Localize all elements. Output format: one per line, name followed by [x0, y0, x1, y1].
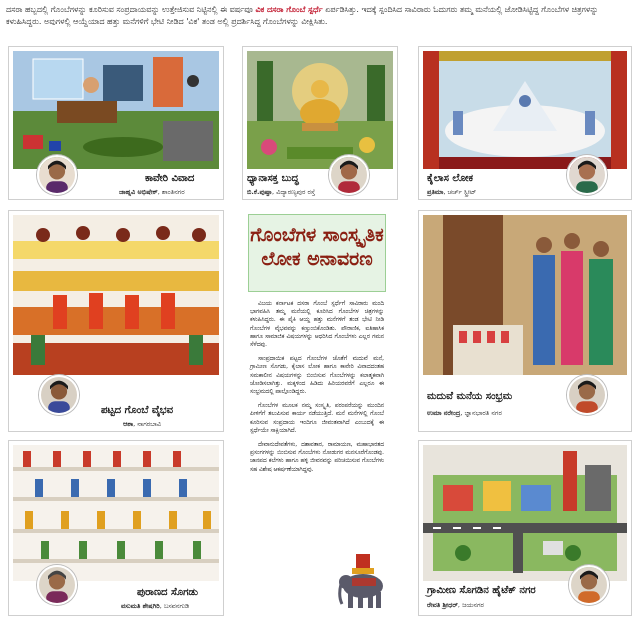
- photo-purana-dolls: [13, 445, 219, 581]
- intro-text-before: ದಸರಾ ಹಬ್ಬದಲ್ಲಿ ಗೊಂಬೆಗಳನ್ನು ಕೂರಿಸುವ ಸಂಪ್ರದಾಯವನ್ನು ಉತ್ತೇಜಿಸುವ ನಿಟ್ಟಿನಲ್ಲಿ ಈ ವರ್ಷವೂ: [6, 5, 253, 14]
- intro-text-after: ಏರ್ಪಡಿಸಿತ್ತು. ಇದಕ್ಕೆ ಸ್ಪಂದಿಸಿದ ಸಾವಿರಾರು ಓದುಗರು ತಮ್ಮ ಮನೆಯಲ್ಲಿ ಜೋಡಿಸಿಟ್ಟಿದ್ದ ಗೊಂಬೆಗಳ ಚಿತ್ರಗಳನ್ನು ಕಳುಹಿಸಿದ್ದರು. ಅವುಗಳಲ್ಲಿ ಆಯ್ದೆಯಾದ ಹತ್ತು ಮನೆಗಳಿಗೆ ಭೇಟಿ ನೀಡಿದ 'ವಿಕ' ತಂಡ ಅಲ್ಲಿ ಪ್ರದರ್ಶಿಸಿದ್ದ ಗೊಂಬೆಗಳನ್ನು ವೀಕ್ಷಿಸಿತು.: [6, 5, 599, 26]
- photo-buddha-garden: [247, 51, 393, 169]
- credit-name: ಆಶಾ: [123, 420, 134, 428]
- portrait-gramina-participant: [569, 565, 609, 605]
- article-body: [250, 300, 384, 480]
- caption-kaveri: ಕಾವೇರಿ ವಿವಾದ: [145, 173, 195, 184]
- credit-pattada: ಆಶಾ, ನಾಗರಬಾವಿ: [123, 420, 162, 428]
- card-purana: [8, 440, 224, 616]
- credit-name: ಪ್ರತಿಮಾ: [427, 188, 444, 196]
- article-paragraph: ಸಾಂಪ್ರದಾಯಿಕ ಪಟ್ಟದ ಗೊಂಬೆಗಳ ಜೊತೆಗೆ ಮದುವೆ ಮನೆ, ಗ್ರಾಮೀಣ ಸೊಗಡು, ಕೈಲಾಸ ಲೋಕ ಹಾಗೂ ಕಾವೇರಿ ವಿವಾದದಂತಹ ಸಮಕಾಲೀನ ವಿಷಯಗಳನ್ನು ಬಿಂಬಿಸುವ ಗೊಂಬೆಗಳನ್ನು ಕಲಾತ್ಮಕವಾಗಿ ಜೋಡಿಸಲಾಗಿತ್ತು. ಮಕ್ಕಳಿಂದ ಹಿಡಿದು ಹಿರಿಯರವರೆಗೆ ಎಲ್ಲರೂ ಈ ಸಂಭ್ರಮದಲ್ಲಿ ಪಾಲ್ಗೊಂಡಿದ್ದರು.: [250, 356, 384, 396]
- credit-name: ಬಿ.ಕೆ.ಪುಷ್ಪಾ: [247, 188, 272, 196]
- credit-kailasa: ಪ್ರತಿಮಾ, ಚರ್ಚ್ ಸ್ಟ್ರೀಟ್: [427, 188, 477, 196]
- credit-place: ವಿದ್ಯಾರಣ್ಯಪುರ ರಸ್ತೆ: [276, 188, 316, 196]
- credit-name: ವಸುಮತಿ ಶೇಷಗಿರಿ: [121, 602, 160, 610]
- photo-pattada-dolls: [13, 215, 219, 375]
- card-gramina: [418, 440, 632, 616]
- title-box: [248, 214, 386, 292]
- portrait-buddha-participant: [329, 155, 369, 195]
- credit-place: ಬಸವನಗುಡಿ: [163, 602, 190, 610]
- portrait-kaveri-participant: [37, 155, 77, 195]
- card-kailasa: [418, 46, 632, 200]
- credit-gramina: ರೇವತಿ ಶ್ರೀಧರ್, ಜಯನಗರ: [427, 601, 484, 609]
- photo-kailasa-display: [423, 51, 627, 169]
- portrait-kailasa-participant: [567, 155, 607, 195]
- card-kaveri: [8, 46, 224, 200]
- card-maduve: [418, 210, 632, 432]
- credit-place: ಚರ್ಚ್ ಸ್ಟ್ರೀಟ್: [447, 188, 477, 196]
- credit-name: ರೇವತಿ ಶ್ರೀಧರ್: [427, 601, 458, 609]
- credit-purana: ವಸುಮತಿ ಶೇಷಗಿರಿ, ಬಸವನಗುಡಿ: [121, 602, 190, 610]
- credit-name: ಜಾಹ್ನವಿ ಅಭಿಷೇಕ್: [119, 188, 158, 196]
- card-buddha: [242, 46, 398, 200]
- caption-buddha: ಧ್ಯಾನಾಸಕ್ತ ಬುದ್ಧ: [247, 173, 299, 184]
- intro-paragraph: [6, 4, 634, 52]
- portrait-purana-participant: [37, 565, 77, 605]
- credit-place: ಜ್ಞಾನಭಾರತಿ ನಗರ: [464, 409, 502, 417]
- elephant-illustration: [338, 552, 388, 610]
- credit-place: ಜಯನಗರ: [462, 601, 484, 609]
- card-pattada: [8, 210, 224, 432]
- credit-place: ಶಾಂತಿನಗರ: [161, 188, 185, 196]
- article-paragraph: ಗೊಂಬೆಗಳ ಮೂಲಕ ನಮ್ಮ ಸಂಸ್ಕೃತಿ, ಪರಂಪರೆಯನ್ನು ಮುಂದಿನ ಪೀಳಿಗೆಗೆ ತಲುಪಿಸುವ ಕಾರ್ಯ ನಡೆಯುತ್ತಿದೆ. ಮನೆ ಮನೆಗಳಲ್ಲಿ ಗೊಂಬೆ ಕೂರಿಸುವ ಸಂಪ್ರದಾಯ ಇಂದಿಗೂ ಜೀವಂತವಾಗಿದೆ ಎಂಬುದಕ್ಕೆ ಈ ಸ್ಪರ್ಧೆಯೇ ಸಾಕ್ಷಿಯಾಗಿದೆ.: [250, 403, 384, 434]
- article-paragraph: ವಿಜಯ ಕರ್ನಾಟಕ ದಸರಾ ಗೊಂಬೆ ಸ್ಪರ್ಧೆಗೆ ಸಾವಿರಾರು ಮಂದಿ ಭಾಗವಹಿಸಿ ತಮ್ಮ ಮನೆಯಲ್ಲಿ ಕೂರಿಸಿದ ಗೊಂಬೆಗಳ ಚಿತ್ರಗಳನ್ನು ಕಳುಹಿಸಿದ್ದರು. ಈ ಪೈಕಿ ಆಯ್ದ ಹತ್ತು ಮನೆಗಳಿಗೆ ತಂಡ ಭೇಟಿ ನೀಡಿ ಗೊಂಬೆಗಳ ವೈಭವವನ್ನು ಕಣ್ತುಂಬಿಕೊಂಡಿತು. ಪೌರಾಣಿಕ, ಐತಿಹಾಸಿಕ ಹಾಗೂ ಸಾಮಾಜಿಕ ವಿಷಯಗಳನ್ನು ಆಧರಿಸಿದ ಗೊಂಬೆಗಳು ಎಲ್ಲರ ಗಮನ ಸೆಳೆದವು.: [250, 301, 384, 349]
- portrait-maduve-participant: [567, 375, 607, 415]
- credit-place: ನಾಗರಬಾವಿ: [137, 420, 162, 428]
- center-article: [242, 208, 392, 616]
- caption-gramina: ಗ್ರಾಮೀಣ ಸೊಗಡಿನ ಹೈಟೆಕ್ ನಗರ: [427, 585, 536, 596]
- contest-name: ವಿಕ ದಸರಾ ಗೊಂಬೆ ಸ್ಪರ್ಧೆ: [255, 5, 323, 14]
- article-title: ಗೊಂಬೆಗಳ ಸಾಂಸ್ಕೃತಿಕ ಲೋಕ ಅನಾವರಣ: [250, 224, 384, 270]
- caption-pattada: ಪಟ್ಟದ ಗೊಂಬೆ ವೈಭವ: [101, 405, 174, 416]
- credit-buddha: ಬಿ.ಕೆ.ಪುಷ್ಪಾ, ವಿದ್ಯಾರಣ್ಯಪುರ ರಸ್ತೆ: [247, 188, 316, 196]
- caption-kailasa: ಕೈಲಾಸ ಲೋಕ: [427, 173, 474, 184]
- portrait-pattada-participant: [39, 375, 79, 415]
- photo-wedding-display: [423, 215, 627, 375]
- article-paragraph: ದೇವಾನುದೇವತೆಗಳು, ದಶಾವತಾರ, ರಾಮಾಯಣ, ಮಹಾಭಾರತದ ಪ್ರಸಂಗಗಳನ್ನು ಬಿಂಬಿಸುವ ಗೊಂಬೆಗಳು ನೋಡುಗರ ಮನಸೂರೆಗೊಂಡವು. ಜಾನಪದ ಕಲೆಗಳು ಹಾಗೂ ಹಳ್ಳಿ ಜೀವನವನ್ನು ಪರಿಚಯಿಸುವ ಗೊಂಬೆಗಳು ಸಹ ವಿಶೇಷ ಆಕರ್ಷಣೆಯಾಗಿದ್ದವು.: [250, 442, 384, 473]
- credit-name: ಉಮಾ ನರೇಂದ್ರ: [427, 409, 461, 417]
- photo-kaveri-diorama: [13, 51, 219, 169]
- credit-maduve: ಉಮಾ ನರೇಂದ್ರ, ಜ್ಞಾನಭಾರತಿ ನಗರ: [427, 409, 502, 417]
- photo-village-city-model: [423, 445, 627, 581]
- caption-purana: ಪುರಾಣದ ಸೊಗಡು: [137, 587, 199, 598]
- credit-kaveri: ಜಾಹ್ನವಿ ಅಭಿಷೇಕ್, ಶಾಂತಿನಗರ: [119, 188, 185, 196]
- caption-maduve: ಮದುವೆ ಮನೆಯ ಸಂಭ್ರಮ: [427, 391, 513, 402]
